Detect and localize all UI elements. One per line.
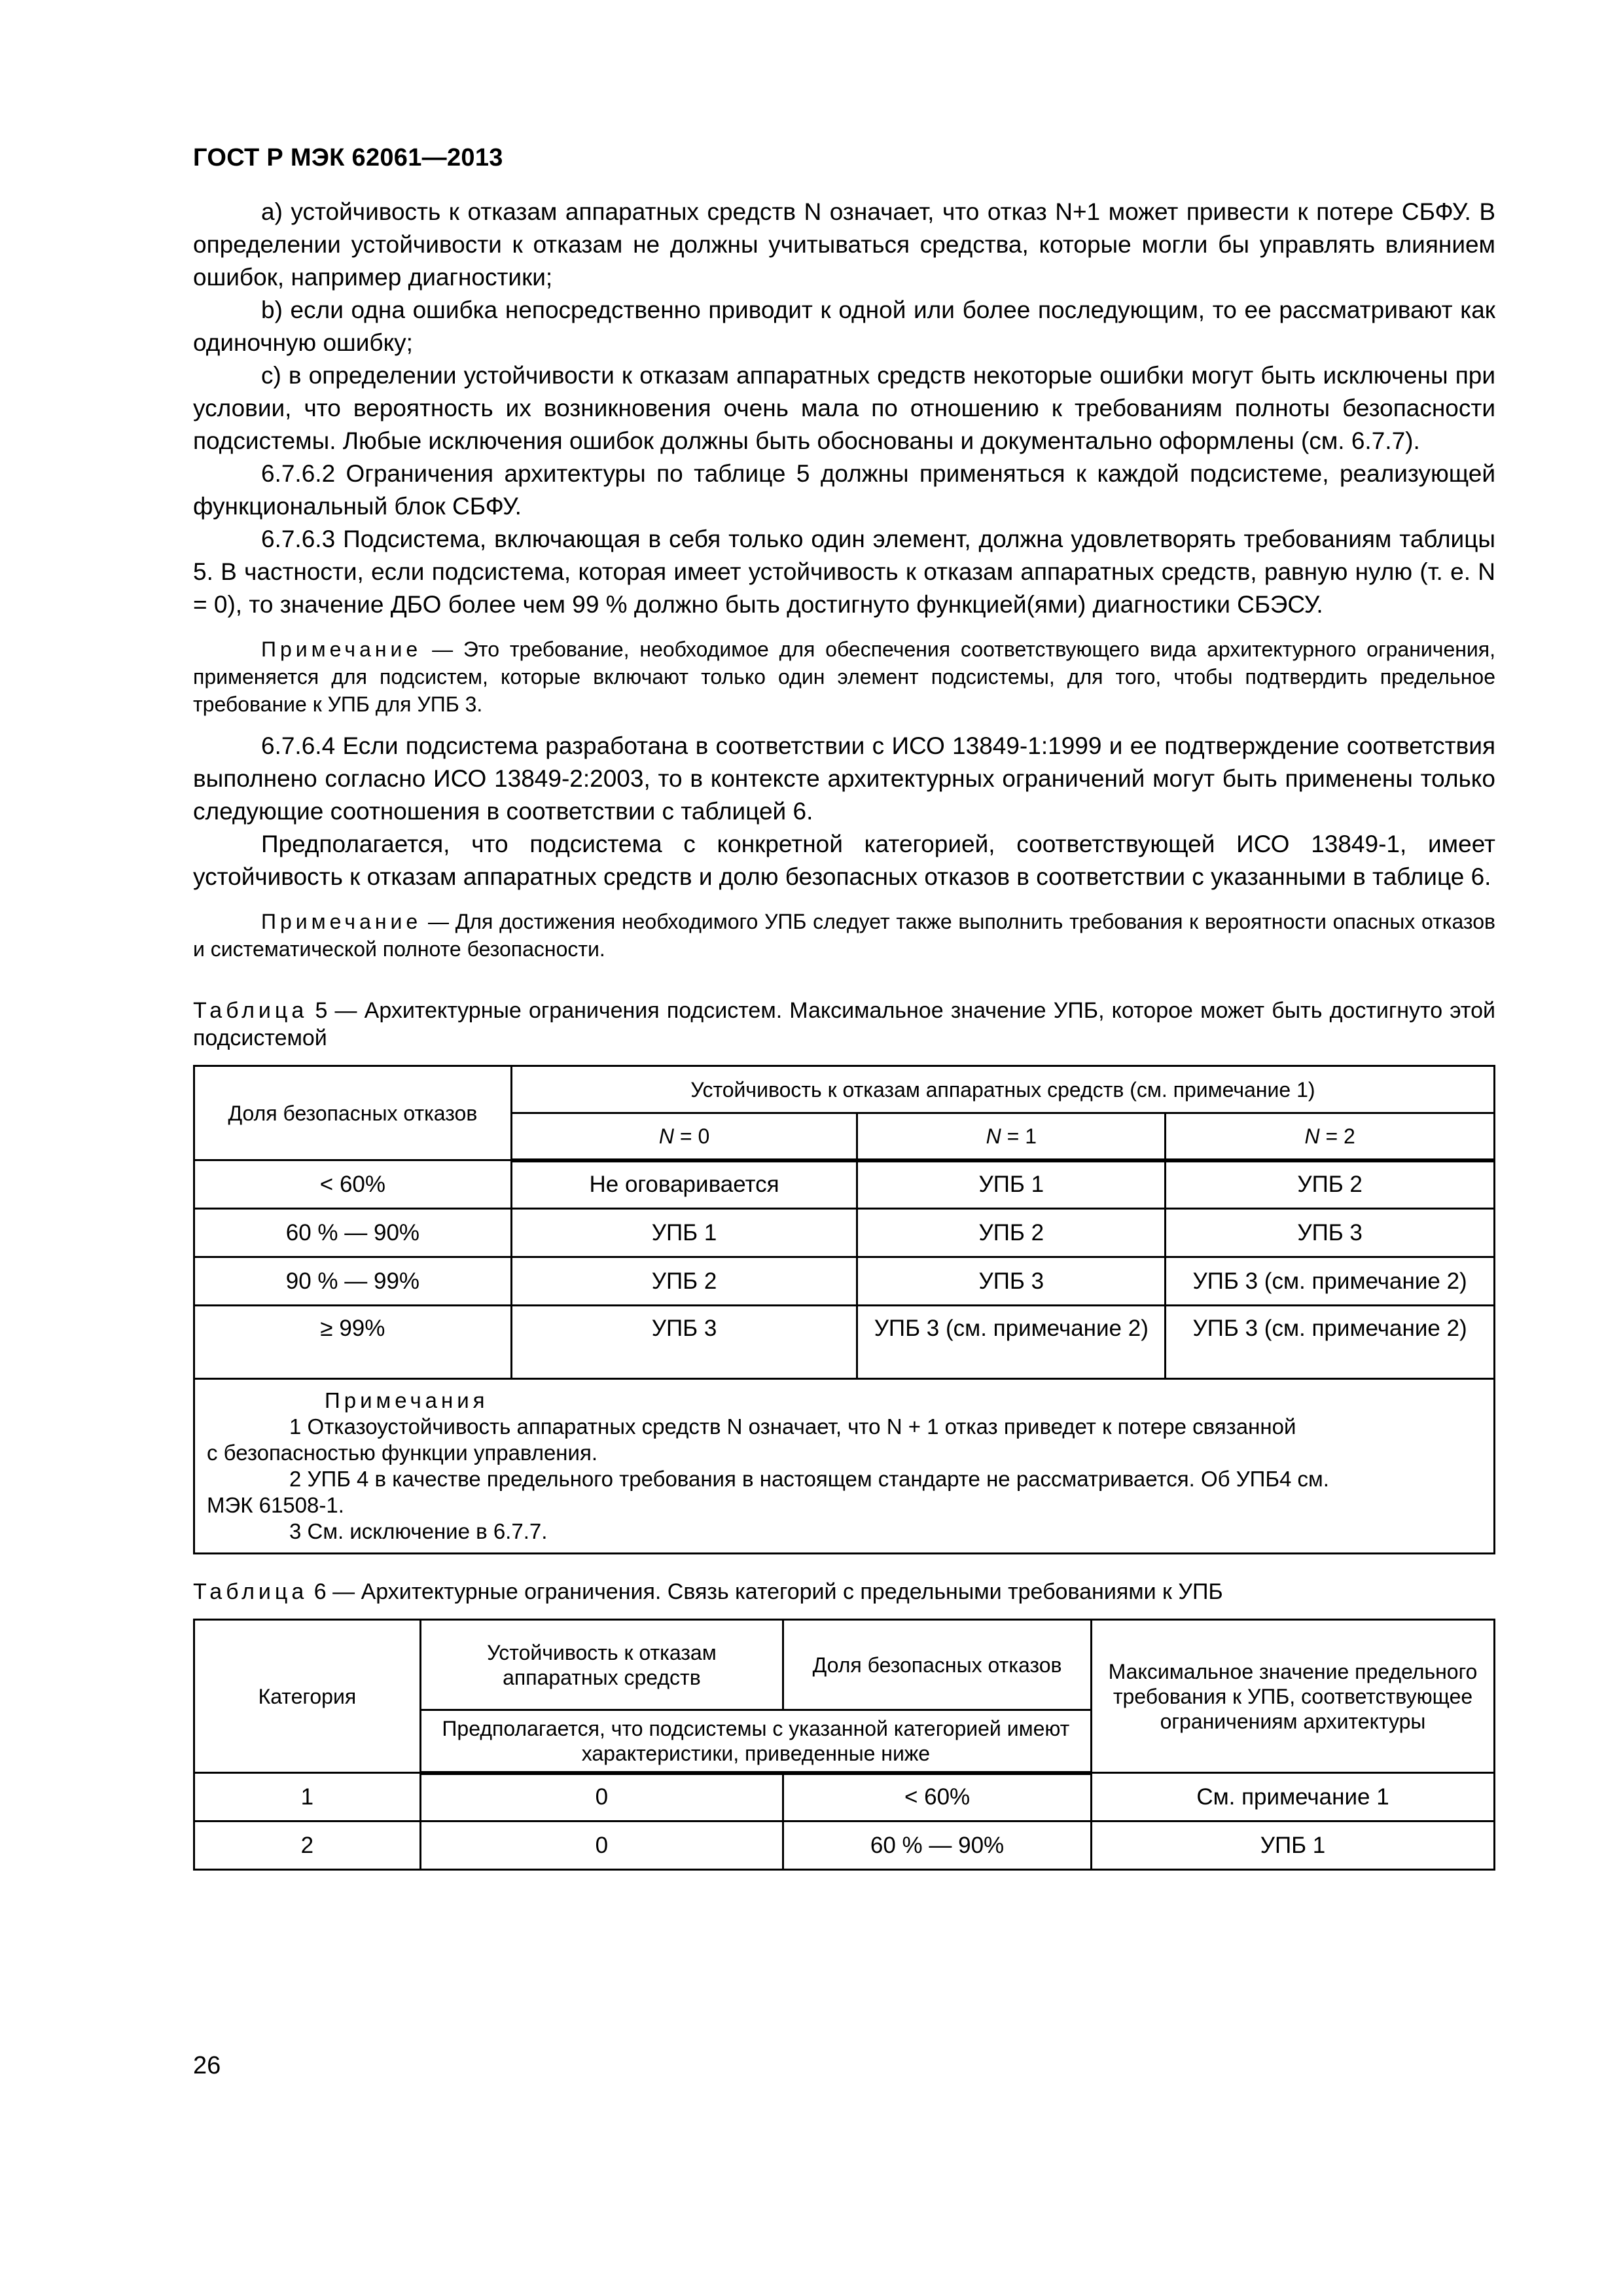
- table-cell: УПБ 2: [1166, 1160, 1495, 1209]
- t5-head-hft: Устойчивость к отказам аппаратных средств (см. примечание 1): [511, 1066, 1494, 1113]
- table-cell: УПБ 3 (см. примечание 2): [857, 1306, 1166, 1379]
- clause-6-7-6-4: 6.7.6.4 Если подсистема разработана в соответствии с ИСО 13849-1:1999 и ее подтверждение соответствия выполнено согласно ИСО 13849-2:2003, то в контексте архитектурных ограничений могут быть применены только следующие соотношения в соответствии с таблицей 6.: [193, 732, 1495, 825]
- t5-head-n2: N = 2: [1166, 1113, 1495, 1160]
- table-cell: УПБ 1: [1092, 1821, 1495, 1870]
- t5-notes: [194, 1379, 1495, 1554]
- clause-6-7-6-3: 6.7.6.3 Подсистема, включающая в себя только один элемент, должна удовлетворять требованиям таблицы 5. В частности, если подсистема, которая имеет устойчивость к отказам аппаратных средств, равную нулю (т. е. N = 0), то значение ДБО более чем 99 % должно быть достигнуто функцией(ями) диагностики СБЭСУ.: [193, 526, 1495, 618]
- table-cell: Не оговаривается: [511, 1160, 857, 1209]
- paragraph-assume: Предполагается, что подсистема с конкретной категорией, соответствующей ИСО 13849-1, имеет устойчивость к отказам аппаратных средств и долю безопасных отказов в соответствии с указанными в таблице 6.: [193, 831, 1495, 890]
- table-cell: УПБ 2: [511, 1257, 857, 1306]
- table-cell: УПБ 3 (см. примечание 2): [1166, 1306, 1495, 1379]
- table-cell: 1: [194, 1773, 421, 1821]
- table-cell: 2: [194, 1821, 421, 1870]
- page-number: 26: [193, 2052, 221, 2079]
- table-cell: См. примечание 1: [1092, 1773, 1495, 1821]
- table-5-caption-label: Таблица: [193, 998, 308, 1023]
- t6-head-max: Максимальное значение предельного требования к УПБ, соответствующее ограничениям архитектуры: [1092, 1620, 1495, 1773]
- t6-head-hft: Устойчивость к отказам аппаратных средств: [420, 1620, 783, 1710]
- clause-6-7-6-2: 6.7.6.2 Ограничения архитектуры по таблице 5 должны применяться к каждой подсистеме, реализующей функциональный блок СБФУ.: [193, 460, 1495, 520]
- table-cell: УПБ 3: [1166, 1209, 1495, 1257]
- paragraph-c: с) в определении устойчивости к отказам аппаратных средств некоторые ошибки могут быть исключены при условии, что вероятность их возникновения очень мала по отношению к требованиям полноты безопасности подсистемы. Любые исключения ошибок должны быть обоснованы и документально оформлены (см. 6.7.7).: [193, 362, 1495, 454]
- table-cell: < 60%: [194, 1160, 512, 1209]
- note-2-text: — Для достижения необходимого УПБ следует также выполнить требования к вероятности опасных отказов и систематической полноте безопасности.: [193, 910, 1496, 961]
- t6-head-assume: Предполагается, что подсистемы с указанной категорией имеют характеристики, приведенные ниже: [420, 1710, 1091, 1773]
- t6-head-category: Категория: [194, 1620, 421, 1773]
- table-6: [193, 1619, 1495, 1871]
- note-2-label: Примечание: [261, 910, 422, 933]
- table-5: [193, 1065, 1495, 1554]
- t5-note-3: 3 См. исключение в 6.7.7.: [289, 1519, 548, 1543]
- table-cell: ≥ 99%: [194, 1306, 512, 1379]
- table-cell: 0: [420, 1821, 783, 1870]
- table-5-caption-text: 5 — Архитектурные ограничения подсистем. Максимальное значение УПБ, которое может быть достигнуто этой подсистемой: [193, 998, 1495, 1050]
- t5-notes-title: Примечания: [325, 1388, 489, 1412]
- t5-note-1-cont: с безопасностью функции управления.: [207, 1441, 597, 1465]
- table-cell: УПБ 3: [857, 1257, 1166, 1306]
- t5-note-2: 2 УПБ 4 в качестве предельного требования в настоящем стандарте не рассматривается. Об УПБ4 см.: [289, 1467, 1329, 1491]
- paragraph-b: b) если одна ошибка непосредственно приводит к одной или более последующим, то ее рассматривают как одиночную ошибку;: [193, 296, 1495, 356]
- table-6-caption-label: Таблица: [193, 1579, 308, 1604]
- note-1-label: Примечание: [261, 637, 422, 661]
- t6-head-sff: Доля безопасных отказов: [783, 1620, 1092, 1710]
- table-cell: < 60%: [783, 1773, 1092, 1821]
- note-1: [193, 636, 1495, 718]
- document-header: ГОСТ Р МЭК 62061—2013: [193, 144, 503, 171]
- t5-note-1: 1 Отказоустойчивость аппаратных средств N означает, что N + 1 отказ приведет к потере связанной: [289, 1414, 1296, 1439]
- table-cell: 60 % — 90%: [783, 1821, 1092, 1870]
- paragraph-a: а) устойчивость к отказам аппаратных средств N означает, что отказ N+1 может привести к потере СБФУ. В определении устойчивости к отказам не должны учитываться средства, которые могли бы управлять влиянием ошибок, например диагностики;: [193, 198, 1495, 291]
- table-cell: УПБ 2: [857, 1209, 1166, 1257]
- t5-note-2-cont: МЭК 61508-1.: [207, 1493, 344, 1517]
- table-cell: УПБ 3: [511, 1306, 857, 1379]
- t5-head-sff: Доля безопасных отказов: [194, 1066, 512, 1160]
- note-2: [193, 908, 1495, 963]
- table-cell: 60 % — 90%: [194, 1209, 512, 1257]
- t5-head-n0: N = 0: [511, 1113, 857, 1160]
- table-cell: 0: [420, 1773, 783, 1821]
- table-cell: УПБ 3 (см. примечание 2): [1166, 1257, 1495, 1306]
- table-6-caption: [193, 1578, 1495, 1605]
- t5-head-n1: N = 1: [857, 1113, 1166, 1160]
- table-cell: 90 % — 99%: [194, 1257, 512, 1306]
- table-cell: УПБ 1: [857, 1160, 1166, 1209]
- page-content: [193, 144, 1495, 1871]
- table-6-caption-text: 6 — Архитектурные ограничения. Связь категорий с предельными требованиями к УПБ: [313, 1579, 1223, 1604]
- note-1-text: — Это требование, необходимое для обеспечения соответствующего вида архитектурного ограничения, применяется для подсистем, которые включают только один элемент подсистемы, для того, чтобы подтвердить предельное требование к УПБ для УПБ 3.: [193, 637, 1496, 716]
- table-cell: УПБ 1: [511, 1209, 857, 1257]
- table-5-caption: [193, 997, 1495, 1052]
